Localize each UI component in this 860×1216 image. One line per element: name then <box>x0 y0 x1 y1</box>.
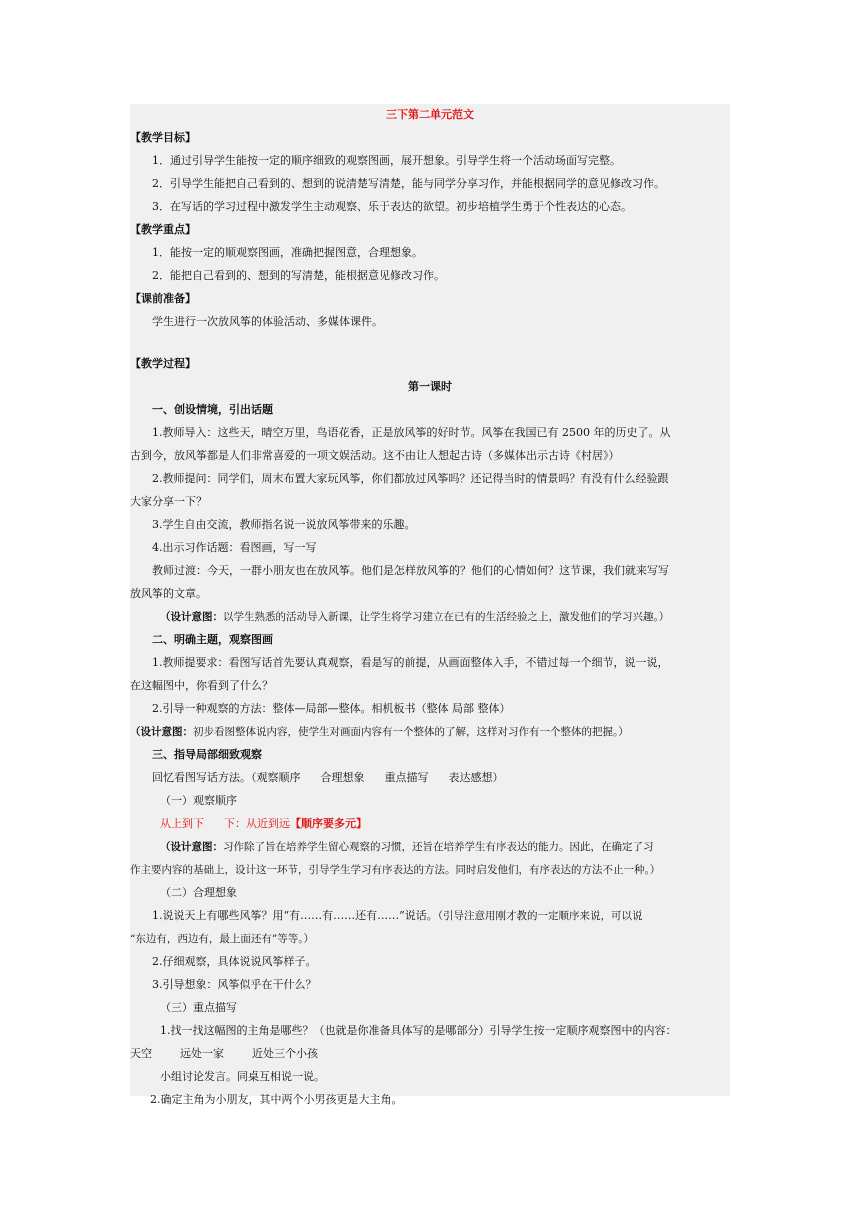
s3-sub1: （一）观察顺序 <box>160 794 237 807</box>
s3-design-note-b: 作主要内容的基础上，设计这一环节，引导学生学习有序表达的方法。同时启发他们，有序表达的方法不止一种。） <box>130 864 661 876</box>
note-text: 初步看图整体说内容，使学生对画面内容有一个整体的了解，这样对习作有一个整体的把握。） <box>193 726 629 738</box>
document-title: 三下第二单元范文 <box>386 108 474 121</box>
s1-p1a: 1.教师导入：这些天，晴空万里，鸟语花香，正是放风筝的好时节。风筝在我国已有 2500 年的历史了。从 <box>152 426 671 439</box>
goal-item-2: 2．引导学生能把自己看到的、想到的说清楚写清楚，能与同学分享习作，并能根据同学的意见修改习作。 <box>152 177 665 190</box>
s3-q2: 2.仔细观察，具体说说风筝样子。 <box>152 955 317 968</box>
s3-sub3: （三）重点描写 <box>160 1001 237 1014</box>
s3-q1b: “东边有，西边有，最上面还有”等等。） <box>130 933 314 945</box>
s3-f1a: 1.找一找这幅图的主角是哪些？（也就是你准备具体写的是哪部分）引导学生按一定顺序观察图中的内容： <box>160 1024 677 1037</box>
s3-design-note-a <box>160 840 730 854</box>
f1b-2: 远处一家 <box>180 1047 224 1060</box>
key-heading: 【教学重点】 <box>130 223 196 236</box>
prep-heading: 【课前准备】 <box>130 292 196 305</box>
recall-3: 重点描写 <box>384 771 429 784</box>
s2-p2: 2.引导一种观察的方法：整体—局部—整体。相机板书（整体 局部 整体） <box>152 702 511 715</box>
q1a-text: 1.说说天上有哪些风筝？用“有……有……还有……”说话。 <box>152 909 438 922</box>
section-3-heading: 三、指导局部细致观察 <box>152 748 262 761</box>
process-heading: 【教学过程】 <box>130 357 196 370</box>
key-item-1: 1．能按一定的顺观察图画，准确把握图意，合理想象。 <box>152 246 423 259</box>
section-2-heading: 二、明确主题，观察图画 <box>152 633 273 646</box>
lesson-title: 第一课时 <box>408 380 452 393</box>
key-item-2: 2．能把自己看到的、想到的写清楚，能根据意见修改习作。 <box>152 269 445 282</box>
s2-design-note <box>130 725 730 739</box>
goal-item-1: 1．通过引导学生能按一定的顺序细致的观察图画，展开想象。引导学生将一个活动场面写完整。 <box>152 154 621 167</box>
note-label: （设计意图： <box>160 611 223 623</box>
s1-design-note <box>160 610 730 624</box>
goals-heading: 【教学目标】 <box>130 131 196 144</box>
s1-p5a: 教师过渡：今天，一群小朋友也在放风筝。他们是怎样放风筝的？他们的心情如何？这节课，我们就来写写 <box>152 564 669 577</box>
f1b-3: 近处三个小孩 <box>252 1047 318 1060</box>
s1-p5b: 放风筝的文章。 <box>130 587 207 600</box>
s2-p1a: 1.教师提要求：看图写话首先要认真观察，看是写的前提，从画面整体入手，不错过每一个细节，说一说， <box>152 656 669 669</box>
s3-q1a <box>152 909 730 923</box>
document-page <box>130 104 730 1106</box>
recall-2: 合理想象 <box>320 771 365 784</box>
order-2: 下：从近到远 <box>224 817 290 830</box>
f1b-1: 天空 <box>130 1047 152 1060</box>
s3-recall <box>152 771 730 785</box>
section-1-heading: 一、创设情境，引出话题 <box>152 403 273 416</box>
s3-f2: 2.确定主角为小朋友，其中两个小男孩更是大主角。 <box>150 1093 403 1106</box>
s1-p1b: 古到今，放风筝都是人们非常喜爱的一项文娱活动。这不由让人想起古诗（多媒体出示古诗《村居》） <box>130 449 620 462</box>
order-3: 【顺序要多元】 <box>290 817 367 830</box>
s1-p3: 3.学生自由交流，教师指名说一说放风筝带来的乐趣。 <box>152 518 416 531</box>
q1a-note: （引导注意用刚才教的一定顺序来说，可以说 <box>437 910 643 922</box>
recall-1: 回忆看图写话方法。（观察顺序 <box>152 771 301 784</box>
note-label: （设计意图： <box>160 841 223 853</box>
s3-order <box>160 817 730 831</box>
order-1: 从上到下 <box>160 817 204 830</box>
s3-f1c: 小组讨论发言。同桌互相说一说。 <box>160 1070 325 1083</box>
s3-q3: 3.引导想象：风筝似乎在干什么？ <box>152 978 317 991</box>
s1-p4: 4.出示习作话题：看图画，写一写 <box>152 541 317 554</box>
recall-4: 表达感想） <box>448 771 504 784</box>
note-text: 以学生熟悉的活动导入新课，让学生将学习建立在已有的生活经验之上，激发他们的学习兴趣。） <box>223 611 670 623</box>
s1-p2a: 2.教师提问：同学们，周末布置大家玩风筝，你们都放过风筝吗？还记得当时的情景吗？有没有什么经验跟 <box>152 472 669 485</box>
note-text-a: 习作除了旨在培养学生留心观察的习惯，还旨在培养学生有序表达的能力。因此，在确定了习 <box>223 841 654 853</box>
s3-f1b <box>130 1047 730 1061</box>
note-label: （设计意图： <box>130 726 193 738</box>
s3-sub2: （二）合理想象 <box>160 886 237 899</box>
goal-item-3: 3．在写话的学习过程中激发学生主动观察、乐于表达的欲望。初步培植学生勇于个性表达的心态。 <box>152 200 632 213</box>
s2-p1b: 在这幅图中，你看到了什么？ <box>130 679 273 692</box>
s1-p2b: 大家分享一下？ <box>130 495 207 508</box>
prep-text: 学生进行一次放风筝的体验活动、多媒体课件。 <box>152 315 383 328</box>
